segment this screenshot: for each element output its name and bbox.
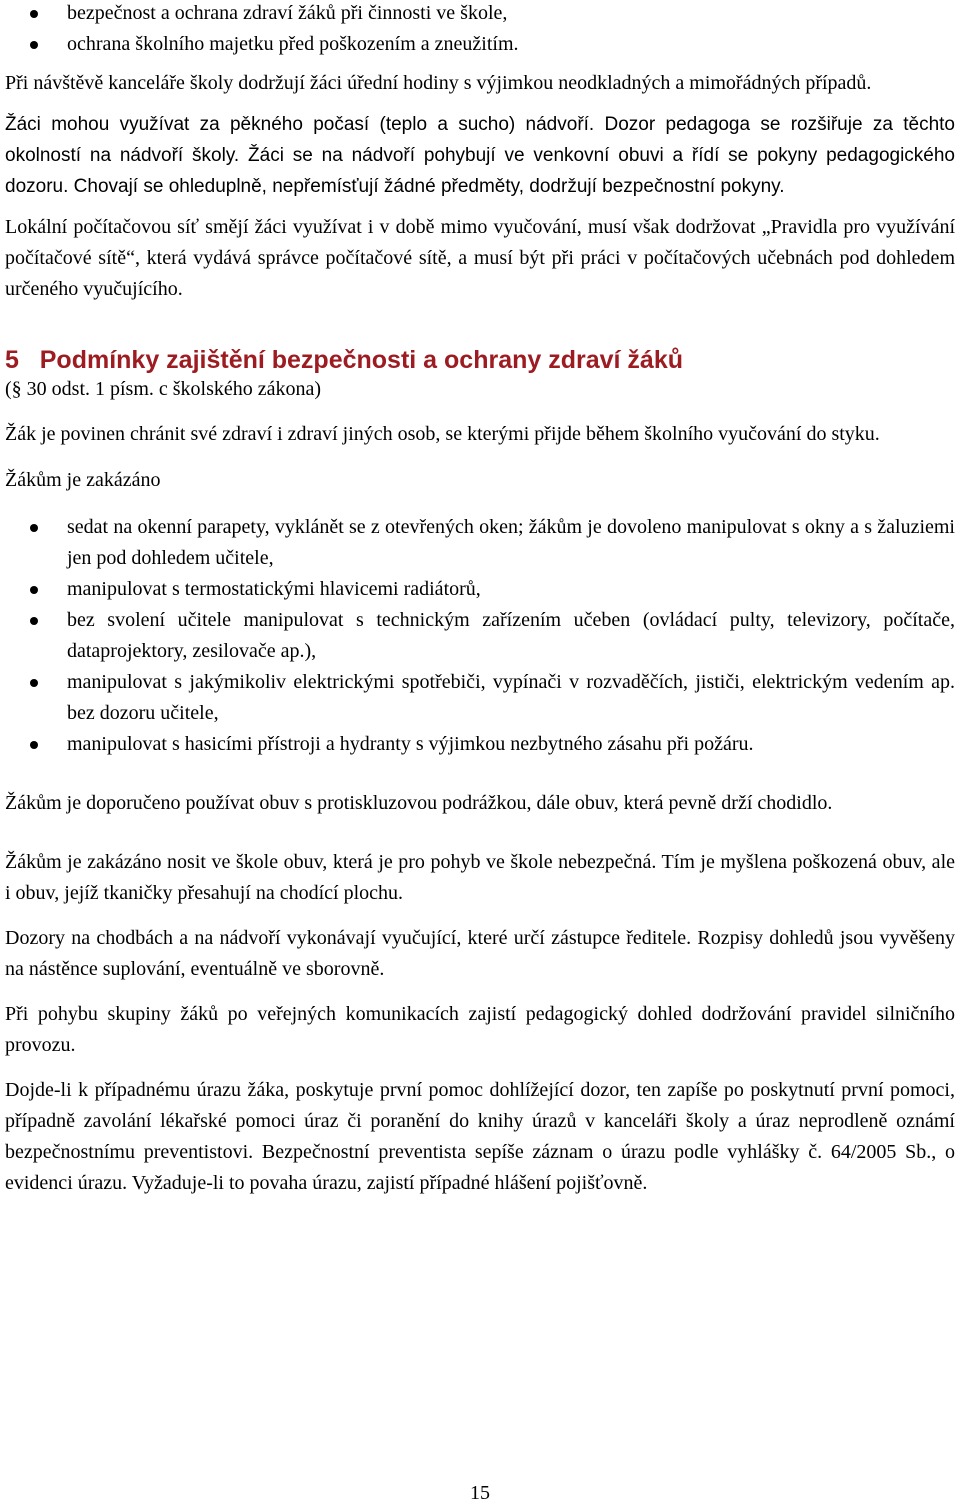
list-item: manipulovat s jakýmikoliv elektrickými spotřebiči, vypínači v rozvaděčích, jističi, elektrickým vedením ap. bez dozoru učitele, xyxy=(5,667,955,729)
supervision-paragraph: Dozory na chodbách a na nádvoří vykonávají vyučující, které určí zástupce ředitele. Rozpisy dohledů jsou vyvěšeny na nástěnce suplování, eventuálně ve sborovně. xyxy=(5,927,955,980)
list-item: bezpečnost a ochrana zdraví žáků při činnosti ve škole, xyxy=(5,0,955,29)
list-item: ochrana školního majetku před poškozením a zneužitím. xyxy=(5,29,955,60)
page-number: 15 xyxy=(470,1482,490,1504)
list-item: sedat na okenní parapety, vyklánět se z otevřených oken; žákům je dovoleno manipulovat s okny a s žaluziemi jen pod dohledem učitele, xyxy=(5,512,955,574)
list-item: bez svolení učitele manipulovat s technickým zařízením učeben (ovládací pulty, televizory, počítače, dataprojektory, zesilovače ap.), xyxy=(5,605,955,667)
courtyard-paragraph xyxy=(5,109,955,202)
document-page xyxy=(5,0,955,1199)
list-item: manipulovat s hasicími přístroji a hydranty s výjimkou nezbytného zásahu při požáru. xyxy=(5,729,955,760)
injury-paragraph: Dojde-li k případnému úrazu žáka, poskytuje první pomoc dohlížející dozor, ten zapíše po poskytnutí první pomoci, případně zavolání lékařské pomoci úraz či poranění do knihy úrazů v kanceláři školy a úraz neprodleně oznámí bezpečnostnímu preventistovi. Bezpečnostní preventista sepíše záznam o úrazu podle vyhlášky č. 64/2005 Sb., o evidenci úrazu. Vyžaduje-li to povaha úrazu, zajistí případné hlášení pojišťovně. xyxy=(5,1079,955,1194)
section-reference: (§ 30 odst. 1 písm. c školského zákona) xyxy=(5,378,322,400)
section-title: Podmínky zajištění bezpečnosti a ochrany zdraví žáků xyxy=(39,346,683,374)
top-bullet-list xyxy=(5,0,955,60)
section-number: 5 xyxy=(5,346,19,374)
duty-paragraph: Žák je povinen chránit své zdraví i zdraví jiných osob, se kterými přijde během školního vyučování do styku. xyxy=(5,423,880,445)
section-heading xyxy=(5,344,955,376)
office-hours-paragraph: Při návštěvě kanceláře školy dodržují žáci úřední hodiny s výjimkou neodkladných a mimořádných případů. xyxy=(5,72,872,94)
group-movement-paragraph: Při pohybu skupiny žáků po veřejných komunikacích zajistí pedagogický dohled dodržování pravidel silničního provozu. xyxy=(5,1003,955,1056)
list-item: manipulovat s termostatickými hlavicemi radiátorů, xyxy=(5,574,955,605)
network-paragraph: Lokální počítačovou síť smějí žáci využívat i v době mimo vyučování, musí však dodržovat „Pravidla pro využívání počítačové sítě“, která vydává správce počítačové sítě, a musí být při práci v počítačových učebnách pod dohledem určeného vyučujícího. xyxy=(5,216,955,300)
courtyard-text-b: Dozor pedagoga se rozšiřuje za těchto okolností na nádvoří školy. Žáci se na nádvoří pohybují ve venkovní obuvi a řídí se pokyny pedagogického dozoru. Chovají se ohleduplně, nepřemísťují žádné předměty, dodržují bezpečnostní pokyny. xyxy=(5,114,955,197)
footwear-paragraph: Žákům je doporučeno používat obuv s protiskluzovou podrážkou, dále obuv, která pevně drží chodidlo. xyxy=(5,792,833,814)
forbidden-intro: Žákům je zakázáno xyxy=(5,469,161,491)
footwear-ban-paragraph: Žákům je zakázáno nosit ve škole obuv, která je pro pohyb ve škole nebezpečná. Tím je myšlena poškozená obuv, ale i obuv, jejíž tkaničky přesahují na chodící plochu. xyxy=(5,851,955,904)
courtyard-text-a: Žáci mohou využívat za pěkného počasí (teplo a sucho) nádvoří. xyxy=(5,114,595,135)
forbidden-list xyxy=(5,512,955,760)
